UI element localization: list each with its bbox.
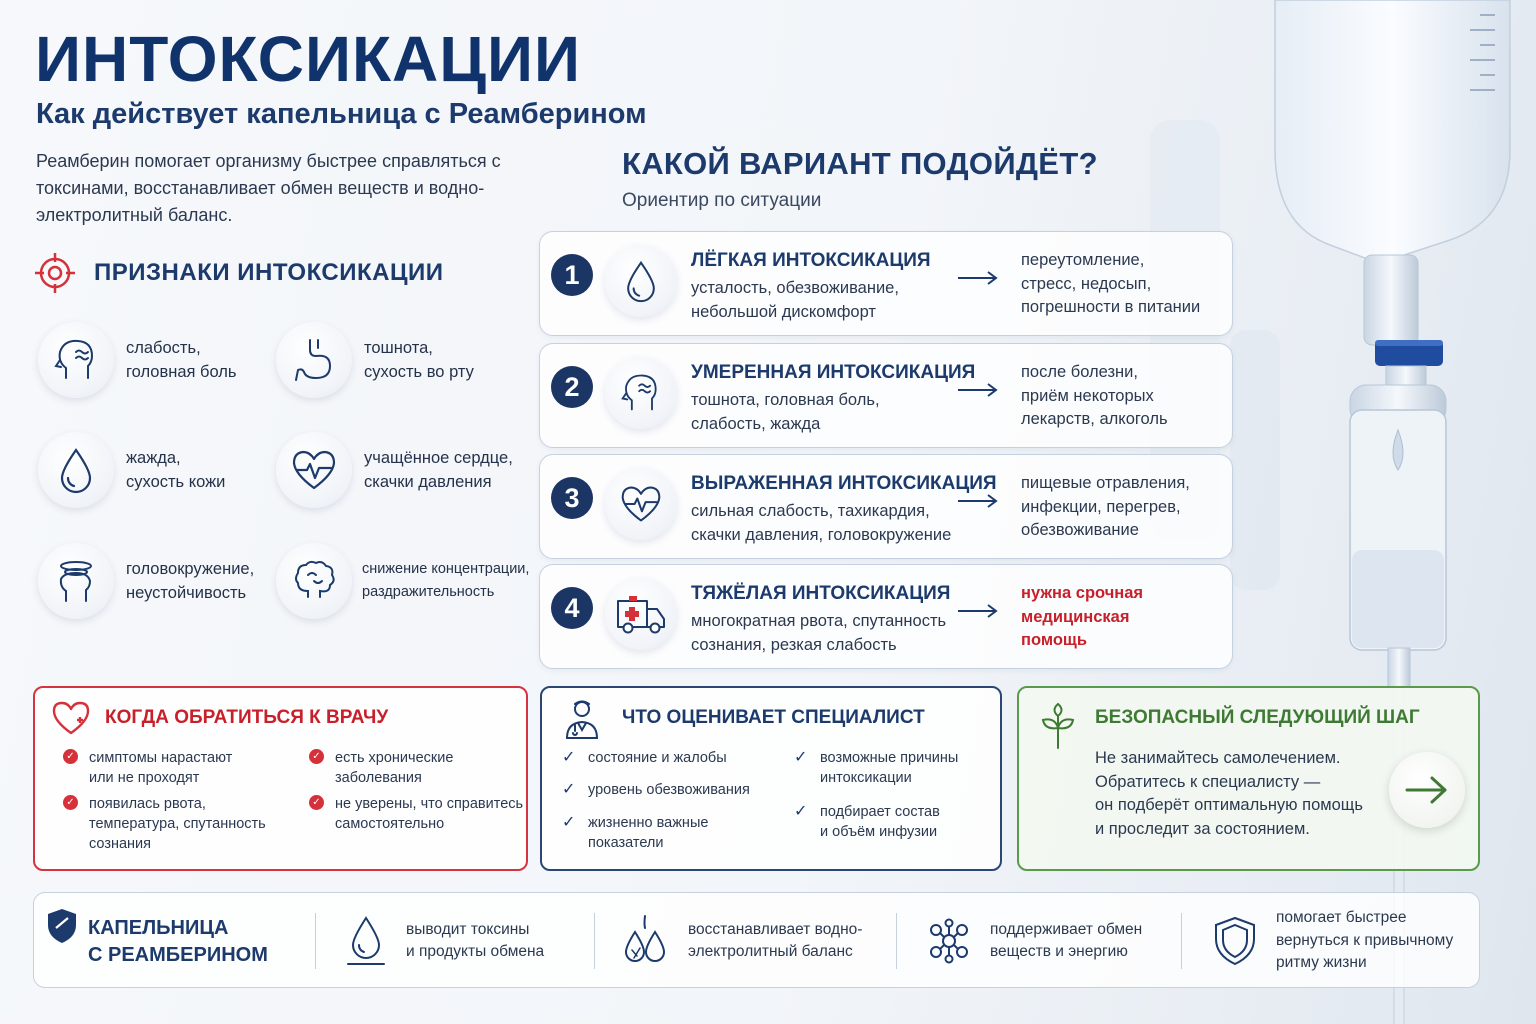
variant-number: 4 [551,587,593,629]
sign-text: тошнота, [364,339,433,357]
head-icon [38,322,114,398]
benefit-text: ритму жизни [1276,954,1367,972]
benefit-text: поддерживает обмен [990,920,1143,938]
benefit-item [1212,893,1453,989]
variant-result: погрешности в питании [1021,298,1201,316]
variant-number: 1 [551,254,593,296]
dizzy-head-icon [38,543,114,619]
variant-result: после болезни, [1021,363,1138,381]
variant-desc: многократная рвота, спутанность [691,612,947,630]
sign-text: скачки давления [364,473,492,491]
head-icon [605,357,677,429]
benefit-item [926,893,1142,989]
next-step-arrow-button[interactable] [1389,752,1465,828]
page-title: ИНТОКСИКАЦИИ [35,23,581,95]
sign-text: головная боль [126,363,237,381]
variant-desc: тошнота, головная боль, [691,391,880,409]
sign-text: учащённое сердце, [364,449,513,467]
check-icon: ✓ [562,749,576,766]
variant-result-urgent: помощь [1021,631,1087,649]
drop-icon [605,245,677,317]
benefit-text: вернуться к привычному [1276,931,1454,949]
sign-item [276,543,529,619]
check-icon: ✓ [794,803,808,820]
divider [594,913,595,969]
variant-result-urgent: нужна срочная [1021,584,1144,602]
benefit-item [344,893,544,989]
variant-title: ЛЁГКАЯ ИНТОКСИКАЦИЯ [691,250,931,271]
heart-icon [51,700,91,736]
benefit-text: веществ и энергию [990,943,1128,960]
variant-number: 3 [551,477,593,519]
variant-result: приём некоторых [1021,386,1154,405]
target-icon [34,252,76,294]
sign-item [38,543,254,619]
benefit-text: электролитный баланс [688,943,853,960]
variant-desc: сильная слабость, тахикардия, [691,502,930,520]
benefit-item [620,893,862,989]
variant-result: пищевые отравления, [1021,474,1190,492]
drop-icon [344,914,388,968]
benefit-text: и продукты обмена [406,943,545,960]
benefits-title: КАПЕЛЬНИЦА С РЕАМБЕРИНОМ [88,917,268,966]
intro-text: Реамберин помогает организму быстрее справляться с токсинами, восстанавливает обмен веществ и водно-электролитный баланс. [36,151,501,225]
variant-result: переутомление, [1021,251,1145,269]
doctor-item: ✓ не уверены, что справитесь самостоятельно [335,794,523,834]
next-step-title: БЕЗОПАСНЫЙ СЛЕДУЮЩИЙ ШАГ [1095,707,1420,728]
variant-card [539,343,1233,448]
doctor-box [33,686,528,871]
sign-item [276,322,474,398]
check-icon: ✓ [309,795,324,810]
drops-icon [620,914,670,968]
doctor-item: ✓ есть хронические заболевания [335,748,453,788]
molecule-icon [926,918,972,964]
sign-text: сухость кожи [126,473,226,491]
variant-result: обезвоживание [1021,521,1139,539]
specialist-item: ✓ возможные причины интоксикации [794,749,959,786]
check-icon: ✓ [63,795,78,810]
sign-item [38,432,225,508]
arrow-right-icon [956,270,1000,286]
benefits-bar [33,892,1480,988]
variant-desc: скачки давления, головокружение [691,525,952,544]
sign-text: головокружение, [126,560,255,578]
doctor-title: КОГДА ОБРАТИТЬСЯ К ВРАЧУ [105,707,389,728]
arrow-right-icon [956,603,1000,619]
variant-title: ТЯЖЁЛАЯ ИНТОКСИКАЦИЯ [691,583,951,604]
specialist-title: ЧТО ОЦЕНИВАЕТ СПЕЦИАЛИСТ [622,707,925,728]
signs-heading [34,252,444,294]
shield-icon [46,907,78,945]
sprout-icon [1039,702,1077,750]
variant-number: 2 [551,366,593,408]
variants-subtitle: Ориентир по ситуации [622,190,822,211]
doctor-icon [564,698,600,740]
benefit-text: восстанавливает водно- [688,920,863,938]
benefit-text: помогает быстрее [1276,909,1407,927]
arrow-right-icon [956,493,1000,509]
signs-title: ПРИЗНАКИ ИНТОКСИКАЦИИ [94,259,444,286]
variant-desc: усталость, обезвоживание, [691,279,899,297]
next-step-box [1017,686,1480,871]
check-icon: ✓ [794,749,808,766]
divider [315,913,316,969]
sign-text: слабость, [126,339,201,357]
variant-title: УМЕРЕННАЯ ИНТОКСИКАЦИЯ [691,362,976,383]
brain-icon [276,543,352,619]
arrow-right-icon [956,382,1000,398]
specialist-item: ✓ состояние и жалобы [562,749,727,766]
specialist-box [540,686,1002,871]
shield-icon [1212,915,1258,967]
variant-desc: сознания, резкая слабость [691,635,897,654]
sign-text: неустойчивость [126,584,247,602]
specialist-item: ✓ подбирает состав и объём инфузии [794,803,940,840]
check-icon: ✓ [63,749,78,764]
variant-desc: слабость, жажда [691,414,821,433]
doctor-item: ✓ симптомы нарастают или не проходят [89,748,232,788]
heart-pulse-icon [605,468,677,540]
next-step-text: Не занимайтесь самолечением. Обратитесь к специалисту — он подберёт оптимальную помощь и проследит за состоянием. [1095,749,1363,838]
check-icon: ✓ [562,781,576,798]
divider [1181,913,1182,969]
variant-desc: небольшой дискомфорт [691,302,876,321]
sign-text: снижение концентрации, [362,561,530,577]
variant-result: инфекции, перегрев, [1021,497,1181,516]
drop-icon [38,432,114,508]
stomach-icon [276,322,352,398]
sign-item [38,322,237,398]
variant-title: ВЫРАЖЕННАЯ ИНТОКСИКАЦИЯ [691,473,997,494]
sign-text: жажда, [126,449,181,467]
variant-card [539,564,1233,669]
variant-result-urgent: медицинская [1021,607,1130,626]
page-subtitle: Как действует капельница с Реамберином [36,98,647,130]
arrow-right-icon [1405,775,1449,805]
variant-result: стресс, недосып, [1021,274,1152,293]
benefit-text: выводит токсины [406,920,530,938]
check-icon: ✓ [562,814,576,831]
sign-text: раздражительность [362,584,495,600]
sign-item [276,432,513,508]
specialist-item: ✓ уровень обезвоживания [562,781,750,798]
variant-card [539,454,1233,559]
specialist-item: ✓ жизненно важные показатели [562,814,709,851]
variant-card [539,231,1233,336]
doctor-item: ✓ появилась рвота, температура, спутанность сознания [89,794,266,854]
divider [896,913,897,969]
variants-title: КАКОЙ ВАРИАНТ ПОДОЙДЁТ? [622,146,1098,181]
check-icon: ✓ [309,749,324,764]
variant-result: лекарств, алкоголь [1021,410,1168,428]
heart-pulse-icon [276,432,352,508]
ambulance-icon [605,578,677,650]
sign-text: сухость во рту [364,363,474,381]
